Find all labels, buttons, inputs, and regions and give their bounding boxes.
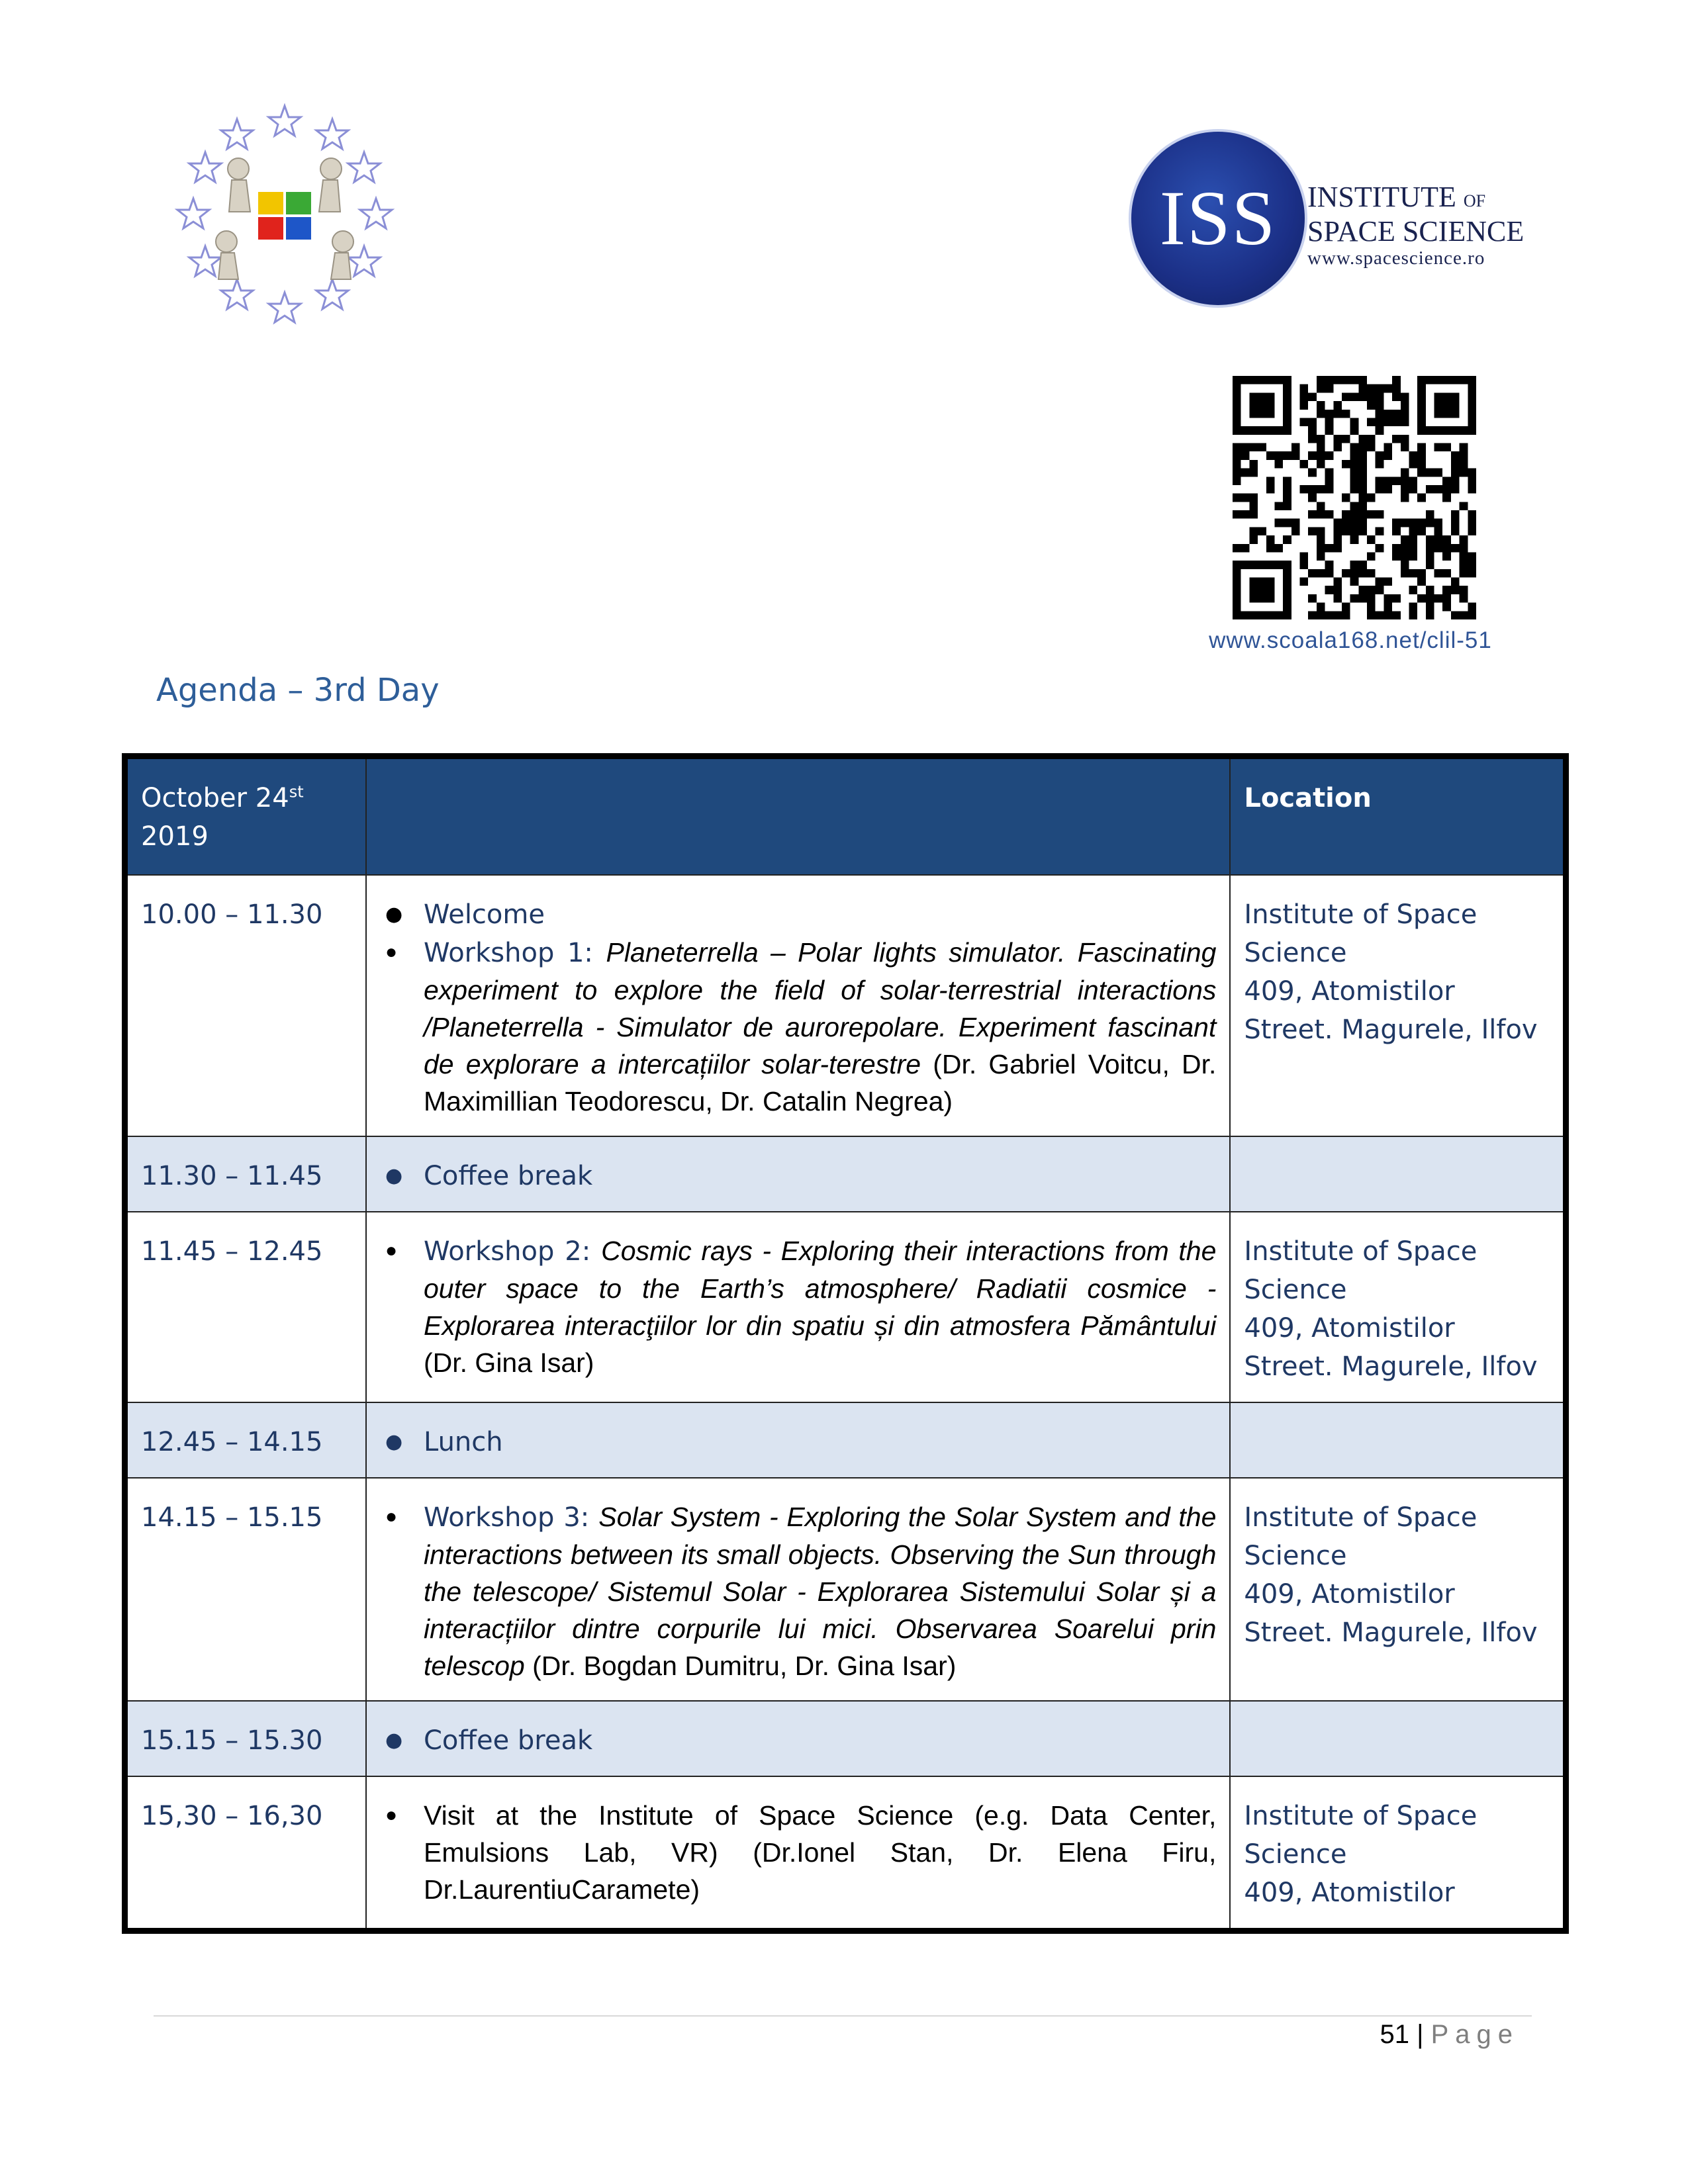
location-name: Institute of Space Science [1244, 1502, 1477, 1571]
iss-logo-letters: ISS [1159, 175, 1277, 261]
row-activity [366, 1136, 1230, 1212]
list-item [380, 1157, 1216, 1195]
row-location [1230, 1701, 1566, 1776]
iss-line1-of: OF [1463, 191, 1486, 210]
page-number [1380, 2020, 1519, 2050]
row-time: 14.15 – 15.15 [125, 1478, 367, 1701]
list-item [380, 1423, 1216, 1461]
location-address: 409, Atomistilor Street. Magurele, Ilfov [1244, 1579, 1538, 1648]
table-row [125, 1478, 1566, 1701]
table-row [125, 1136, 1566, 1212]
visit-description: Visit at the Institute of Space Science (e.g. Data Center, Emulsions Lab, VR) (Dr.Ionel Stan, Dr. Elena Firu, Dr.LaurentiuCaramete) [424, 1800, 1217, 1905]
row-time: 11.45 – 12.45 [125, 1212, 367, 1402]
row-activity [366, 1212, 1230, 1402]
table-row [125, 875, 1566, 1136]
table-header-row [125, 756, 1566, 876]
table-row [125, 1212, 1566, 1402]
qr-url[interactable]: www.scoala168.net/clil-51 [1209, 627, 1492, 653]
workshop-presenters: (Dr. Gina Isar) [424, 1347, 594, 1378]
row-time: 15.15 – 15.30 [125, 1701, 367, 1776]
page-word: Page [1430, 2020, 1519, 2049]
header-year: 2019 [141, 821, 209, 852]
lunch-label: Lunch [424, 1427, 503, 1457]
iss-line1: INSTITUTE [1307, 181, 1464, 213]
workshop-label: Workshop 3: [424, 1502, 599, 1533]
welcome-label: Welcome [424, 899, 545, 930]
agenda-title: Agenda – 3rd Day [156, 672, 440, 709]
location-name: Institute of Space Science [1244, 1236, 1477, 1305]
list-item [380, 934, 1216, 1120]
location-address: 409, Atomistilor Street. Magurele, Ilfov [1244, 976, 1538, 1045]
row-time: 15,30 – 16,30 [125, 1776, 367, 1931]
header-date-cell [125, 756, 367, 876]
list-item [380, 1498, 1216, 1684]
workshop-presenters: (Dr. Bogdan Dumitru, Dr. Gina Isar) [524, 1651, 957, 1681]
location-name: Institute of Space Science [1244, 899, 1477, 968]
header-location: Location [1230, 756, 1566, 876]
row-location [1230, 875, 1566, 1136]
row-activity [366, 1478, 1230, 1701]
table-row [125, 1701, 1566, 1776]
break-label: Coffee break [424, 1161, 593, 1191]
row-location [1230, 1478, 1566, 1701]
iss-website: www.spacescience.ro [1307, 248, 1485, 269]
row-location [1230, 1402, 1566, 1478]
agenda-table [122, 753, 1569, 1934]
workshop-label: Workshop 1: [424, 938, 606, 968]
header-date: October 24 [141, 783, 289, 813]
header-date-sup: st [289, 782, 304, 801]
list-item [380, 1721, 1216, 1760]
row-activity [366, 1701, 1230, 1776]
qr-code-icon [1233, 376, 1476, 619]
row-activity [366, 875, 1230, 1136]
location-name: Institute of Space Science [1244, 1801, 1477, 1870]
break-label: Coffee break [424, 1725, 593, 1756]
puzzle-figures-stars-logo [165, 99, 404, 331]
list-item [380, 895, 1216, 934]
row-time: 11.30 – 11.45 [125, 1136, 367, 1212]
workshop-description: Solar System - Exploring the Solar System and the interactions between its small objects. Observing the Sun through the telescope/ Sistemul Solar - Explorarea Sistemului Solar și a interacțiilor dintre corpurile lui mici. Observarea Soarelui prin telescop [424, 1502, 1217, 1681]
row-time: 10.00 – 11.30 [125, 875, 367, 1136]
row-location [1230, 1212, 1566, 1402]
header-activity-cell [366, 756, 1230, 876]
table-row [125, 1402, 1566, 1478]
workshop-label: Workshop 2: [424, 1236, 602, 1267]
footer-divider [154, 2015, 1532, 2017]
row-location [1230, 1776, 1566, 1931]
row-location [1230, 1136, 1566, 1212]
row-activity [366, 1402, 1230, 1478]
workshop-description: Planeterrella – Polar lights simulator. Fascinating experiment to explore the field of solar-terrestrial interactions /Planeterrella - Simulator de aurorepolare. Experiment fascinant de explorare a intercațiilor solar-terestre [424, 937, 1217, 1079]
list-item [380, 1232, 1216, 1381]
workshop-description: Cosmic rays - Exploring their interactions from the outer space to the Earth’s atmosphere/ Radiatii cosmice - Explorarea interacţiilor lor din spatiu și din atmosfera Pământului [424, 1236, 1217, 1341]
iss-line2: SPACE SCIENCE [1307, 215, 1524, 248]
iss-logo-text [1307, 182, 1524, 269]
workshop-presenters: (Dr. Gabriel Voitcu, Dr. Maximillian Teodorescu, Dr. Catalin Negrea) [424, 1049, 1217, 1116]
location-address: 409, Atomistilor [1244, 1878, 1455, 1908]
location-address: 409, Atomistilor Street. Magurele, Ilfov [1244, 1313, 1538, 1382]
page-sep: | [1409, 2020, 1431, 2049]
row-time: 12.45 – 14.15 [125, 1402, 367, 1478]
row-activity [366, 1776, 1230, 1931]
list-item [380, 1797, 1216, 1908]
page-num: 51 [1380, 2020, 1409, 2049]
table-row [125, 1776, 1566, 1931]
